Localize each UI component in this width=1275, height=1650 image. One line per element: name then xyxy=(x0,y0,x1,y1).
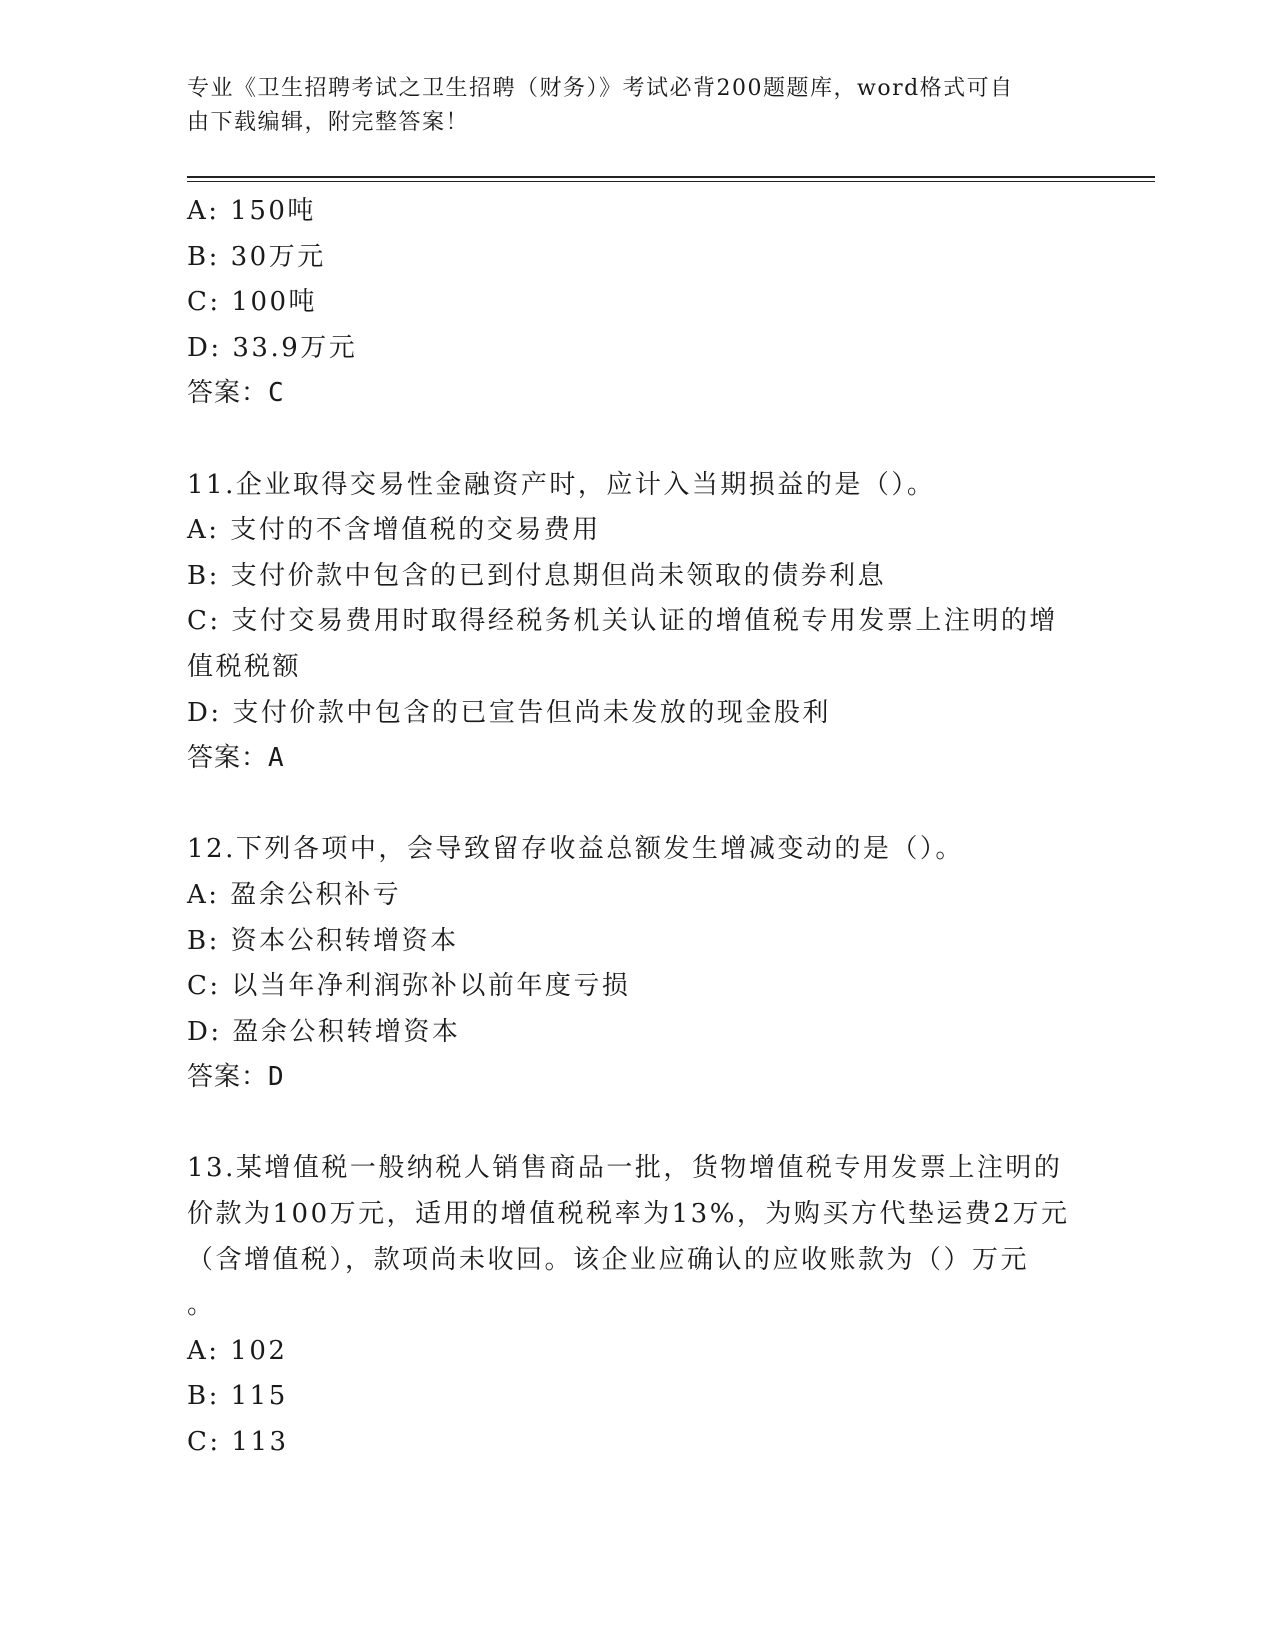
option-b: B: 支付价款中包含的已到付息期但尚未领取的债券利息 xyxy=(187,560,887,591)
question-stem: 12.下列各项中，会导致留存收益总额发生增减变动的是（）。 xyxy=(187,834,964,865)
question-stem: 11.企业取得交易性金融资产时，应计入当期损益的是（）。 xyxy=(187,469,936,500)
option-c: C: 支付交易费用时取得经税务机关认证的增值税专用发票上注明的增 xyxy=(187,606,1058,637)
question-stem-line-1: 13.某增值税一般纳税人销售商品一批，货物增值税专用发票上注明的 xyxy=(187,1153,1063,1184)
option-b: B: 30万元 xyxy=(187,241,326,272)
option-b: B: 115 xyxy=(187,1381,288,1412)
question-content xyxy=(187,189,1087,1466)
option-c: C: 113 xyxy=(187,1427,289,1458)
option-a: A: 150吨 xyxy=(187,196,316,226)
question-stem-line-3: （含增值税），款项尚未收回。该企业应确认的应收账款为（）万元 xyxy=(187,1244,1030,1275)
header-divider-thin xyxy=(187,181,1155,182)
document-header xyxy=(187,72,1067,140)
option-c: C: 100吨 xyxy=(187,287,318,318)
question-13-block xyxy=(187,1146,1087,1465)
header-divider-thick xyxy=(187,176,1155,178)
option-a: A: 支付的不含增值税的交易费用 xyxy=(187,515,601,546)
question-12-block xyxy=(187,827,1087,1101)
answer-label: 答案：A xyxy=(187,743,285,774)
option-b: B: 资本公积转增资本 xyxy=(187,925,459,956)
question-stem-line-4: 。 xyxy=(187,1290,216,1321)
option-a: A: 盈余公积补亏 xyxy=(187,879,402,910)
option-c-continued: 值税税额 xyxy=(187,651,302,682)
option-d: D: 33.9万元 xyxy=(187,332,358,363)
answer-label: 答案：C xyxy=(187,378,285,409)
header-title-line-1: 专业《卫生招聘考试之卫生招聘（财务）》考试必背200题题库，word格式可自 xyxy=(187,76,1014,101)
answer-label: 答案：D xyxy=(187,1062,285,1093)
question-11-block xyxy=(187,463,1087,782)
header-title-line-2: 由下载编辑，附完整答案！ xyxy=(187,110,470,135)
question-10-block xyxy=(187,189,1087,417)
question-stem-line-2: 价款为100万元，适用的增值税税率为13%，为购买方代垫运费2万元 xyxy=(187,1199,1070,1230)
option-d: D: 支付价款中包含的已宣告但尚未发放的现金股利 xyxy=(187,697,831,728)
option-c: C: 以当年净利润弥补以前年度亏损 xyxy=(187,971,631,1002)
option-a: A: 102 xyxy=(187,1335,288,1366)
option-d: D: 盈余公积转增资本 xyxy=(187,1016,461,1047)
